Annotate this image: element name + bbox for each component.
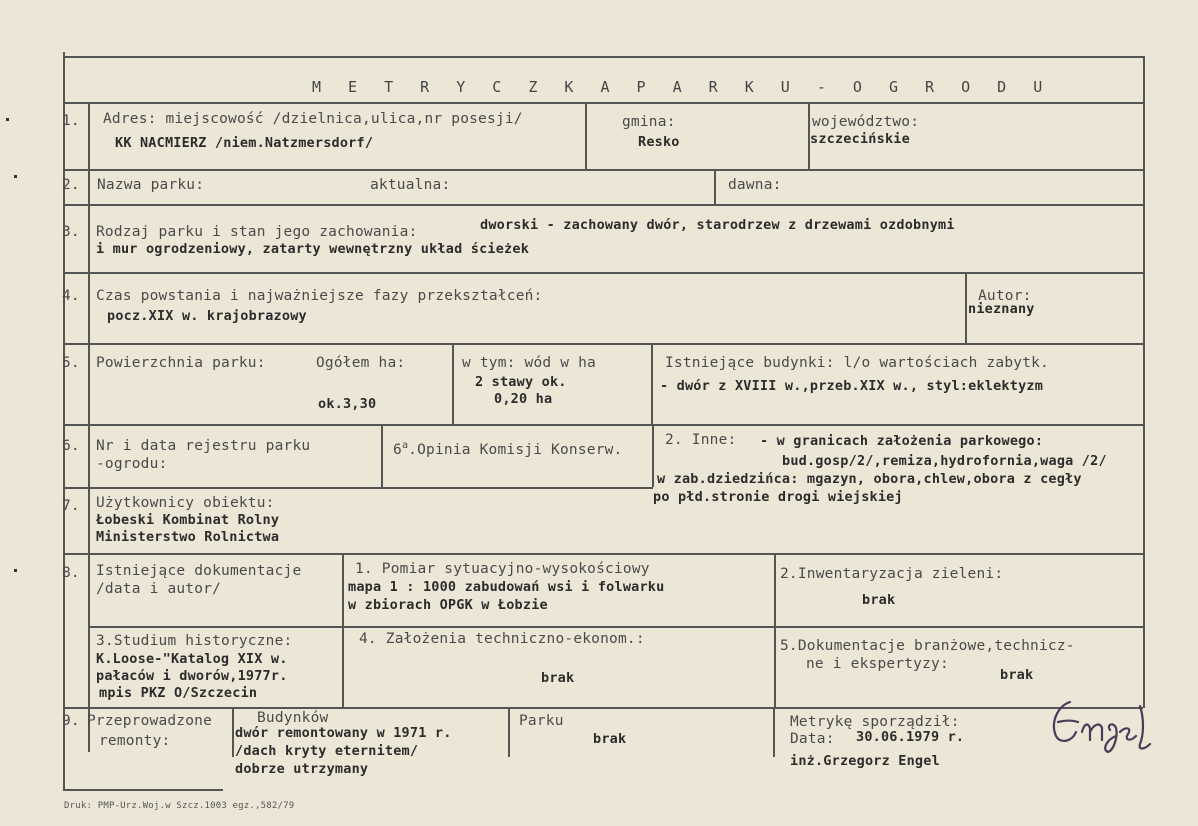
park-type-label: Rodzaj parku i stan jego zachowania: [96, 224, 418, 240]
divider-9c [773, 707, 775, 757]
rule-6 [63, 487, 653, 489]
buildings-value: - dwór z XVIII w.,przeb.XIX w., styl:eklektyzm [660, 378, 1044, 394]
rule-4 [63, 343, 1143, 345]
users-label: Użytkownicy obiektu: [96, 495, 275, 511]
register-label-1: Nr i data rejestru parku [96, 438, 311, 454]
history-value-1: K.Loose-"Katalog XIX w. [96, 651, 288, 667]
inventory-label: 2.Inwentaryzacja zieleni: [780, 566, 1004, 582]
renovations-label-1: Przeprowadzone [87, 713, 213, 729]
rule-2 [63, 204, 1143, 206]
author-value: nieznany [968, 301, 1035, 317]
divider-8a [342, 553, 344, 707]
opinion-superscript: a [401, 440, 409, 451]
survey-value-1: mapa 1 : 1000 zabudowań wsi i folwarku [348, 579, 665, 595]
divider-6a [381, 424, 383, 487]
water-area-label: w tym: wód w ha [462, 355, 596, 371]
park-type-value-1: dworski - zachowany dwór, starodrzew z drzewami ozdobnymi [480, 217, 955, 233]
divider-8b [774, 553, 776, 707]
rule-5 [63, 424, 1143, 426]
origin-label: Czas powstania i najważniejsze fazy przekształceń: [96, 288, 543, 304]
section-9-number: 9. [62, 713, 80, 729]
origin-value: pocz.XIX w. krajobrazowy [107, 308, 307, 324]
survey-value-2: w zbiorach OPGK w Łobzie [348, 597, 548, 613]
margin-mark [6, 118, 9, 121]
renovations-buildings-value-3: dobrze utrzymany [235, 761, 369, 777]
divider-9a [232, 707, 234, 757]
renovations-buildings-label: Budynków [257, 710, 329, 726]
rule-7 [63, 553, 1143, 555]
park-type-value-2: i mur ogrodzeniowy, zatarty wewnętrzny układ ścieżek [96, 241, 530, 257]
inventory-value: brak [862, 592, 896, 608]
users-value-1: Łobeski Kombinat Rolny [96, 512, 280, 528]
other-value-4: po płd.stronie drogi wiejskiej [653, 489, 903, 505]
address-value: KK NACMIERZ /niem.Natzmersdorf/ [115, 135, 374, 151]
renovations-label-2: remonty: [99, 733, 171, 749]
section-6-number: 6. [62, 438, 80, 454]
history-label: 3.Studium historyczne: [96, 633, 293, 649]
rule-title [63, 102, 1143, 104]
divider-1a [585, 102, 587, 169]
other-label: 2. Inne: [665, 432, 737, 448]
other-value-1: - w granicach założenia parkowego: [760, 433, 1044, 449]
opinion-number: 6 [393, 441, 402, 458]
prepared-by-name: inż.Grzegorz Engel [790, 753, 940, 769]
documentation-label-1: Istniejące dokumentacje [96, 563, 302, 579]
water-area-value-2: 0,20 ha [494, 391, 553, 407]
divider-2 [714, 169, 716, 204]
author-label: Autor: [978, 288, 1032, 304]
voivodeship-value: szczecińskie [810, 131, 910, 147]
opinion-label [393, 437, 623, 459]
divider-5b [651, 343, 653, 424]
documentation-label-2: /data i autor/ [96, 581, 222, 597]
address-label: Adres: miejscowość /dzielnica,ulica,nr posesji/ [103, 111, 523, 127]
total-area-value: ok.3,30 [318, 396, 377, 412]
signature [1040, 688, 1170, 768]
frame-left [63, 52, 65, 790]
renovations-park-label: Parku [519, 713, 564, 729]
branch-label-2: ne i ekspertyzy: [806, 656, 949, 672]
total-area-label: Ogółem ha: [316, 355, 406, 371]
section-8-number: 8. [62, 565, 80, 581]
other-value-2: bud.gosp/2/,remiza,hydrofornia,waga /2/ [782, 453, 1107, 469]
frame-top [63, 56, 1143, 58]
margin-mark [14, 175, 17, 178]
divider-5a [452, 343, 454, 424]
divider-4 [965, 272, 967, 343]
rule-1 [63, 169, 1143, 171]
section-4-number: 4. [62, 288, 80, 304]
number-column [88, 102, 90, 752]
tech-label: 4. Założenia techniczno-ekonom.: [359, 631, 645, 647]
section-1-number: 1. [62, 113, 80, 129]
margin-mark [14, 569, 17, 572]
prepared-by-label: Metrykę sporządził: [790, 714, 960, 730]
history-value-3: mpis PKZ O/Szczecin [99, 685, 258, 701]
form-title: M E T R Y C Z K A P A R K U - O G R O D U [312, 78, 1052, 96]
frame-bottom [63, 789, 223, 791]
date-value: 30.06.1979 r. [856, 729, 965, 745]
renovations-park-value: brak [593, 731, 627, 747]
buildings-label: Istniejące budynki: l/o wartościach zabytk. [665, 355, 1049, 371]
area-label: Powierzchnia parku: [96, 355, 266, 371]
branch-label-1: 5.Dokumentacje branżowe,technicz- [780, 638, 1075, 654]
opinion-text: .Opinia Komisji Konserw. [408, 441, 623, 458]
rule-8a [88, 626, 1143, 628]
renovations-buildings-value-1: dwór remontowany w 1971 r. [235, 725, 452, 741]
gmina-label: gmina: [622, 114, 676, 130]
renovations-buildings-value-2: /dach kryty eternitem/ [235, 743, 419, 759]
gmina-value: Resko [638, 134, 680, 150]
voivodeship-label: województwo: [812, 114, 920, 130]
register-label-2: -ogrodu: [96, 456, 168, 472]
divider-6b [652, 424, 654, 487]
other-value-3: w zab.dziedzińca: mgazyn, obora,chlew,obora z cegły [657, 471, 1082, 487]
divider-9b [508, 707, 510, 757]
rule-8b [63, 707, 1143, 709]
park-name-label: Nazwa parku: [97, 177, 205, 193]
print-footer: Druk: PMP-Urz.Woj.w Szcz.1003 egz.,582/79 [64, 801, 295, 811]
section-3-number: 3. [62, 224, 80, 240]
history-value-2: pałaców i dworów,1977r. [96, 668, 288, 684]
users-value-2: Ministerstwo Rolnictwa [96, 529, 280, 545]
section-5-number: 5. [62, 355, 80, 371]
survey-label: 1. Pomiar sytuacyjno-wysokościowy [355, 561, 650, 577]
section-2-number: 2. [62, 177, 80, 193]
former-name-label: dawna: [728, 177, 782, 193]
date-label: Data: [790, 731, 835, 747]
water-area-value-1: 2 stawy ok. [475, 374, 567, 390]
branch-value: brak [1000, 667, 1034, 683]
frame-right [1143, 56, 1145, 708]
rule-3 [63, 272, 1143, 274]
section-7-number: 7. [62, 498, 80, 514]
current-name-label: aktualna: [370, 177, 451, 193]
tech-value: brak [541, 670, 575, 686]
